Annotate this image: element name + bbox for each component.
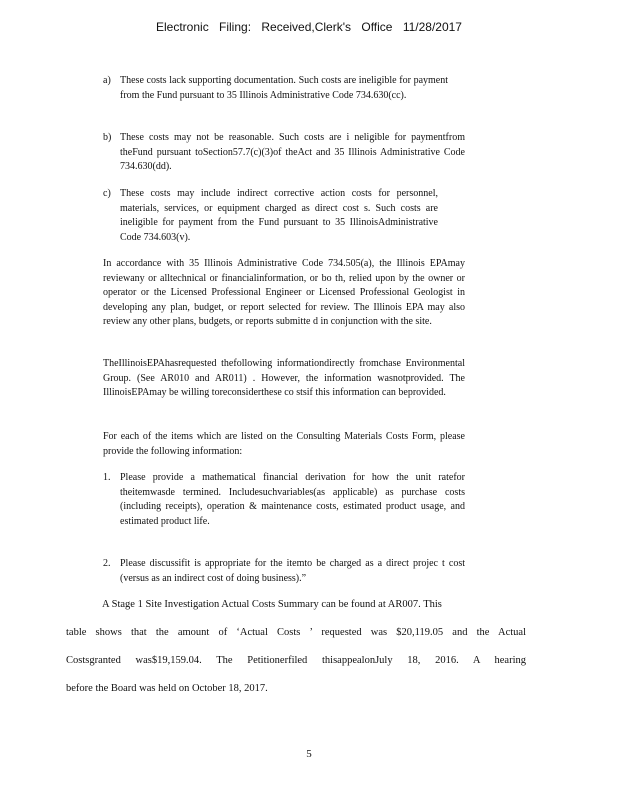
item-text: Please provide a mathematical financial derivation for how the unit ratefor theitemwasde termined. Includesuchvariables(as applicable) as purchase costs (including receipts), operation & maintenance costs, estimated product usage, and estimated product life. [120,472,465,527]
final-line: table shows that the amount of ‘Actual Costs ’ requested was $20,119.05 and the Actual [66,627,526,638]
item-label: c) [103,188,111,199]
final-paragraph [66,591,526,703]
item-text: Please discussifit is appropriate for the itemto be charged as a direct projec t cost (versus as an indirect cost of doing business).” [120,558,465,584]
page-number: 5 [306,748,312,760]
final-line: A Stage 1 Site Investigation Actual Costs Summary can be found at AR007. This [102,599,442,610]
item-text: These costs may not be reasonable. Such costs are i neligible for paymentfrom theFund pursuant toSection57.7(c)(3)of theAct and 35 Illinois Administrative Code 734.630(dd). [120,132,465,173]
final-line: Costsgranted was$19,159.04. The Petitionerfiled thisappealonJuly 18, 2016. A hearing [66,655,526,666]
item-label: 2. [103,558,111,569]
item-label: 1. [103,472,111,483]
final-line: before the Board was held on October 18, 2017. [66,683,268,694]
item-label: b) [103,132,112,143]
paragraph-request: TheIllinoisEPAhasrequested thefollowing informationdirectly fromchase Environmental Group. (See AR010 and AR011) . However, the information wasnotprovided. The IllinoisEPAmay be willing toreconsiderthese co stsif this information can beprovided. [103,358,465,399]
item-label: a) [103,75,111,86]
filing-header: Electronic Filing: Received,Clerk's Office 11/28/2017 [156,20,462,34]
item-text: These costs may include indirect corrective action costs for personnel, materials, services, or equipment charged as direct cost s. Such costs are ineligible for payment from the Fund pursuant to 35 IllinoisAdministrative Code 734.603(v). [120,188,438,243]
item-text: These costs lack supporting documentation. Such costs are ineligible for payment from the Fund pursuant to 35 Illinois Administrative Code 734.630(cc). [120,75,448,101]
paragraph-instructions: For each of the items which are listed on the Consulting Materials Costs Form, please provide the following information: [103,431,465,457]
paragraph-review: In accordance with 35 Illinois Administrative Code 734.505(a), the Illinois EPAmay reviewany or alltechnical or financialinformation, or bo th, relied upon by the owner or operator or the Licensed Professional Engineer or Licensed Professional Geologist in developing any plan, budget, or report selected for review. The Illinois EPA may also review any other plans, budgets, or reports submitte d in conjunction with the site. [103,258,465,328]
